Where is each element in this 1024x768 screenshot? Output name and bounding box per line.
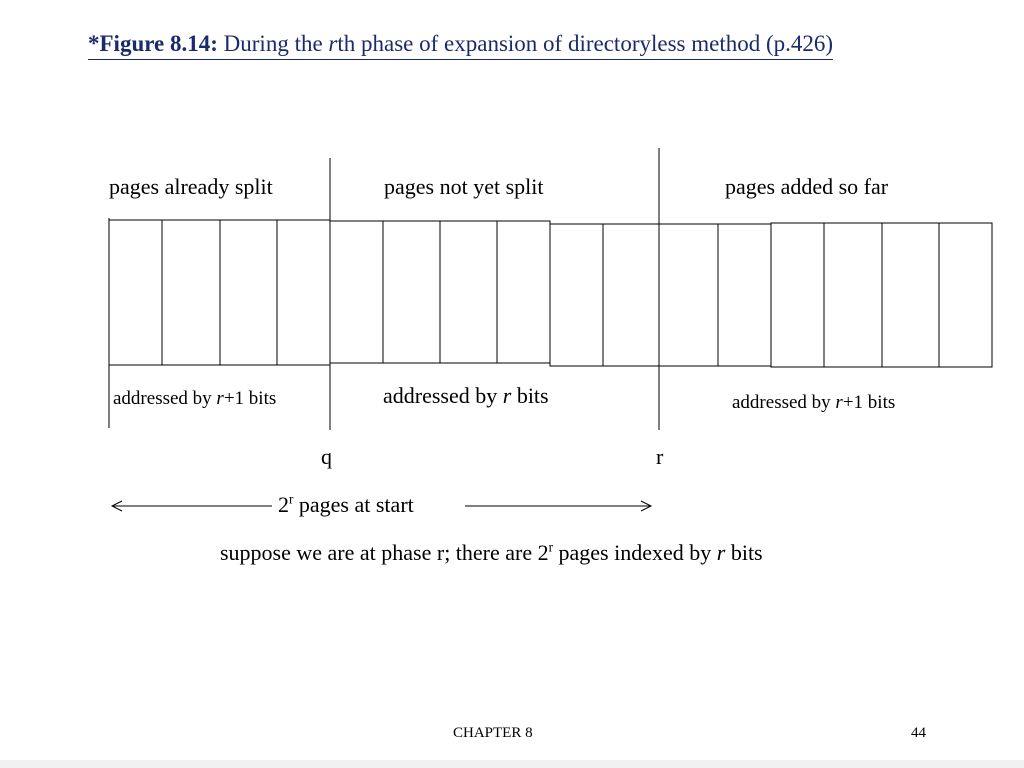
address-label-middle: addressed by r bits <box>383 383 549 408</box>
footer-page-number: 44 <box>911 725 926 741</box>
address-label-left: addressed by r+1 bits <box>113 388 277 409</box>
heading-added-so-far: pages added so far <box>725 174 889 199</box>
marker-r: r <box>656 444 664 469</box>
unsplit-pages-block-2 <box>550 224 771 366</box>
bottom-strip <box>0 760 1024 768</box>
title-italic-r: r <box>328 31 338 56</box>
title-text-before: During the <box>223 31 329 56</box>
address-label-right: addressed by r+1 bits <box>732 392 896 413</box>
title-text-after: th phase of expansion of directoryless method (p.426) <box>337 31 834 56</box>
range-label: 2$^r$ pages at start <box>278 491 414 517</box>
heading-not-yet-split: pages not yet split <box>384 174 544 199</box>
footer-chapter: CHAPTER 8 <box>453 725 533 741</box>
figure-number: *Figure 8.14: <box>88 31 218 56</box>
phase-note: suppose we are at phase r; there are 2$^r$ pages indexed by r bits <box>220 539 763 565</box>
marker-q: q <box>321 444 332 469</box>
heading-already-split: pages already split <box>109 174 273 199</box>
